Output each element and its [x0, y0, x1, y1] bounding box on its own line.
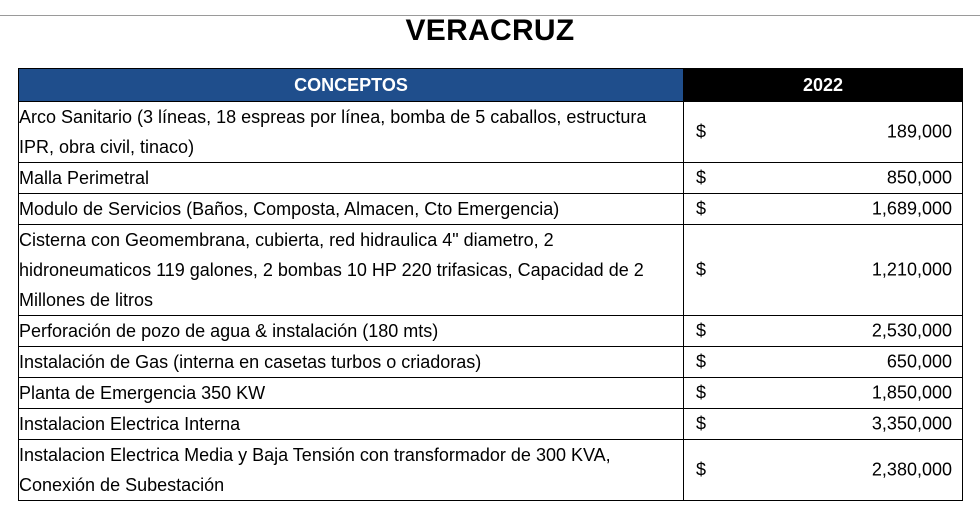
table-row: [19, 378, 963, 409]
concept-cell[interactable]: Instalacion Electrica Media y Baja Tensión con transformador de 300 KVA, Conexión de Subestación: [19, 440, 684, 501]
table-row: [19, 440, 963, 501]
currency-symbol: $: [696, 121, 707, 142]
currency-symbol: $: [696, 382, 707, 403]
amount-value: 189,000: [886, 121, 952, 142]
currency-symbol: $: [696, 459, 707, 480]
concept-cell[interactable]: Arco Sanitario (3 líneas, 18 espreas por línea, bomba de 5 caballos, estructura IPR, obra civil, tinaco): [19, 102, 684, 163]
concept-cell[interactable]: Instalación de Gas (interna en casetas turbos o criadoras): [19, 347, 684, 378]
concept-cell[interactable]: Planta de Emergencia 350 KW: [19, 378, 684, 409]
currency-symbol: $: [696, 413, 707, 434]
table-row: [19, 163, 963, 194]
amount-cell[interactable]: [684, 102, 963, 163]
concept-cell[interactable]: Modulo de Servicios (Baños, Composta, Almacen, Cto Emergencia): [19, 194, 684, 225]
currency-symbol: $: [696, 198, 707, 219]
concept-cell[interactable]: Malla Perimetral: [19, 163, 684, 194]
table-row: [19, 316, 963, 347]
amount-cell[interactable]: [684, 440, 963, 501]
concept-cell[interactable]: Instalacion Electrica Interna: [19, 409, 684, 440]
costs-table: [18, 68, 963, 501]
table-row: [19, 409, 963, 440]
table-row: [19, 347, 963, 378]
header-year[interactable]: 2022: [684, 69, 963, 102]
amount-cell[interactable]: [684, 225, 963, 316]
amount-cell[interactable]: [684, 409, 963, 440]
currency-symbol: $: [696, 320, 707, 341]
amount-value: 1,689,000: [871, 198, 952, 219]
page-title: VERACRUZ: [405, 14, 575, 47]
amount-value: 3,350,000: [871, 413, 952, 434]
table-row: [19, 102, 963, 163]
table-row: [19, 225, 963, 316]
amount-value: 2,530,000: [871, 320, 952, 341]
currency-symbol: $: [696, 167, 707, 188]
amount-cell[interactable]: [684, 378, 963, 409]
amount-cell[interactable]: [684, 347, 963, 378]
amount-cell[interactable]: [684, 163, 963, 194]
table-header-row: [19, 69, 963, 102]
amount-cell[interactable]: [684, 194, 963, 225]
concept-cell[interactable]: Cisterna con Geomembrana, cubierta, red hidraulica 4" diametro, 2 hidroneumaticos 119 galones, 2 bombas 10 HP 220 trifasicas, Capacidad de 2 Millones de litros: [19, 225, 684, 316]
currency-symbol: $: [696, 259, 707, 280]
amount-value: 1,850,000: [871, 382, 952, 403]
amount-value: 2,380,000: [871, 459, 952, 480]
table-row: [19, 194, 963, 225]
header-concepts[interactable]: CONCEPTOS: [19, 69, 684, 102]
amount-value: 850,000: [886, 167, 952, 188]
amount-cell[interactable]: [684, 316, 963, 347]
concept-cell[interactable]: Perforación de pozo de agua & instalación (180 mts): [19, 316, 684, 347]
amount-value: 650,000: [886, 351, 952, 372]
currency-symbol: $: [696, 351, 707, 372]
amount-value: 1,210,000: [871, 259, 952, 280]
